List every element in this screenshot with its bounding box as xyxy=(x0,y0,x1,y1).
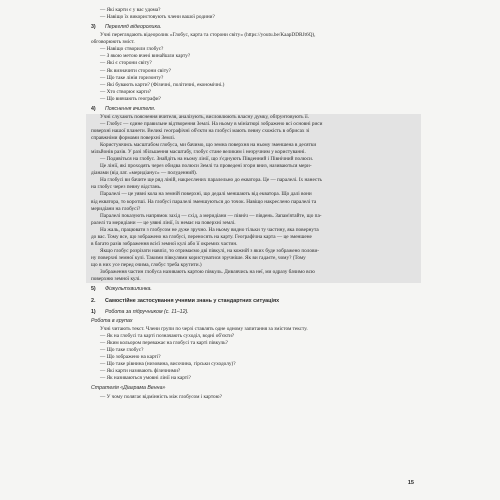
text-line: — Глобус — єдине правильне відтворення Землі. На ньому в мініатюрі зображено всі основні риси xyxy=(100,121,323,128)
section-number: 2. xyxy=(91,298,96,305)
subheading-textbook xyxy=(91,309,416,316)
text-line: — У чому полягає відмінність між глобусом і картою? xyxy=(100,393,222,400)
text-line: — Як називаються умовні лінії на карті? xyxy=(100,375,191,382)
page-number: 15 xyxy=(407,480,414,486)
text-line: — Що таке лінія горизонту? xyxy=(100,74,164,81)
text-line: — Які є сторони світу? xyxy=(100,60,152,67)
text-line: — Що таке глобус? xyxy=(100,347,144,354)
text-line: — Як на глобусі та карті позначають суходіл, водні об'єкти? xyxy=(100,333,235,340)
text-line: обговорюють зміст. xyxy=(91,39,135,46)
text-line: Це лінії, які проходять через обидва полюси Землі та проведені згори вниз, називаються мери- xyxy=(100,163,312,170)
text-line: — Хто створює карти? xyxy=(100,88,152,95)
text-line: мільйонів разів. У разі збільшення масштабу, глобус стане великим і незручним у користуванні. xyxy=(91,149,306,156)
text-line: діанами (від лат. «меридіанус» — полуденний). xyxy=(91,170,198,177)
text-line: поверхню земної кулі. xyxy=(91,276,141,283)
text-line: — Навіщо їх використовують члени вашої родини? xyxy=(100,14,215,21)
text-line: що в них усе перед очима, глобус треба крутити.) xyxy=(91,261,202,268)
subheading-title: Фізкультхвилинка. xyxy=(105,286,152,293)
video-questions xyxy=(91,32,416,102)
text-line: Зображення частин глобуса називають картою півкуль. Дивлячись на неї, ми одразу бачимо всю xyxy=(100,269,315,275)
text-line: Учні переглядають відеоролик «Глобус, карта та сторони світу» (https://youtu.be/KaapDDRJt6Q), xyxy=(100,32,316,39)
text-line: — Які карти називають фізичними? xyxy=(100,368,181,375)
text-line: — Подивіться на глобус. Знайдіть на ньому лінії, що з'єднують Південний і Північний полюси. xyxy=(100,156,314,163)
subheading-explanation xyxy=(91,106,416,113)
subheading-number: 4) xyxy=(91,105,96,112)
top-questions xyxy=(91,7,416,21)
text-line: — З якою метою вчені винайшли карту? xyxy=(100,53,191,60)
group-work-questions xyxy=(91,326,416,382)
text-line: На жаль, працювати з глобусом не дуже зручно. На ньому видно тільки ту частину, яка повернута xyxy=(100,226,319,233)
subheading-video xyxy=(91,24,416,31)
text-line: На глобусі ви бачите ще ряд ліній, накреслених паралельно до екватора. Це — паралелі. Їх нанесть xyxy=(100,177,322,184)
text-line: Користуючись масштабом глобуса, ми бачимо, що земна поверхня на ньому зменшена в десятки xyxy=(100,142,317,149)
text-line: поверхні нашої планети. Великі географічні об'єкти на глобусі мають певну схожість в обрисах зі xyxy=(91,128,310,135)
text-line: — Що таке рівнина (низовина, височина, гірськи суходолу)? xyxy=(100,361,236,368)
explanation-text xyxy=(86,114,421,283)
text-line: — Які карти є у вас удома? xyxy=(100,7,161,13)
text-line: в багато разів зображення всієї земної кулі або її окремих частин. xyxy=(91,240,238,247)
text-line: Паралелі показують напрямок захід — схід, а меридіани — північ — південь. Запам'ятайте, що па- xyxy=(100,212,322,219)
text-line: справжніми формами поверхні Землі. xyxy=(91,135,176,142)
text-line: Якщо глобус розрізати навпіл, то отримаємо дві півкулі, на кожній з яких буде зображено полови- xyxy=(100,247,320,254)
text-line: Учні слухають пояснення вчителя, аналізують, висловлюють власну думку, обґрунтовують її. xyxy=(100,113,310,120)
text-line: — Які бувають карти? (Фізичні, політичні, економічні.) xyxy=(100,81,225,88)
subheading-number: 3) xyxy=(91,24,96,31)
subheading-physical-break xyxy=(91,286,416,293)
text-line: до вас. Тому все, що зображено на глобусі, переносять на карту. Географічна карта — це зменшене xyxy=(91,233,312,240)
strategy-title: Стратегія «Діаграма Венна» xyxy=(91,385,166,392)
subheading-number: 1) xyxy=(91,308,96,315)
section-heading xyxy=(91,298,416,305)
text-line: ралелі та меридіани — це уявні лінії, їх немає на поверхні землі. xyxy=(91,219,236,226)
subheading-number: 5) xyxy=(91,286,96,293)
text-line: — Навіщо створили глобус? xyxy=(100,46,164,53)
strategy-questions xyxy=(91,394,416,401)
text-line: Паралелі — це уявні кола на земній поверхні, що дедалі меншають від екватора. Що далі вони xyxy=(100,191,312,198)
text-line: — Як визначити сторони світу? xyxy=(100,67,171,74)
text-line: — Що зображено на карті? xyxy=(100,354,161,361)
subheading-title: Робота за підручником (с. 11–12). xyxy=(105,308,189,315)
text-line: — Яким кольором переважає на глобусі та карті півкуль? xyxy=(100,340,228,347)
subheading-title: Перегляд відеоролика. xyxy=(105,24,162,31)
text-line: — Що вивчають географи? xyxy=(100,95,161,102)
text-line: від екватора, то коротші. На глобусі паралелі зменшуються до точок. Навіщо накреслено паралелі та xyxy=(91,198,317,205)
text-line: на глобус через певну відстань. xyxy=(91,184,162,191)
group-work-title: Робота в групах xyxy=(91,317,133,324)
section-title: Самостійне застосування учнями знань у стандартних ситуаціях xyxy=(105,298,280,305)
text-line: ну поверхні земної кулі. Такими півкулями користуватися зручніше. Як ви гадаєте, чому? (Тому xyxy=(91,254,306,261)
subheading-title: Пояснення вчителя. xyxy=(105,105,156,112)
text-line: меридіани на глобусі? xyxy=(91,205,141,212)
text-line: Учні читають текст. Члени групи по черзі ставлять одне одному запитання за змістом тексту. xyxy=(100,326,308,333)
